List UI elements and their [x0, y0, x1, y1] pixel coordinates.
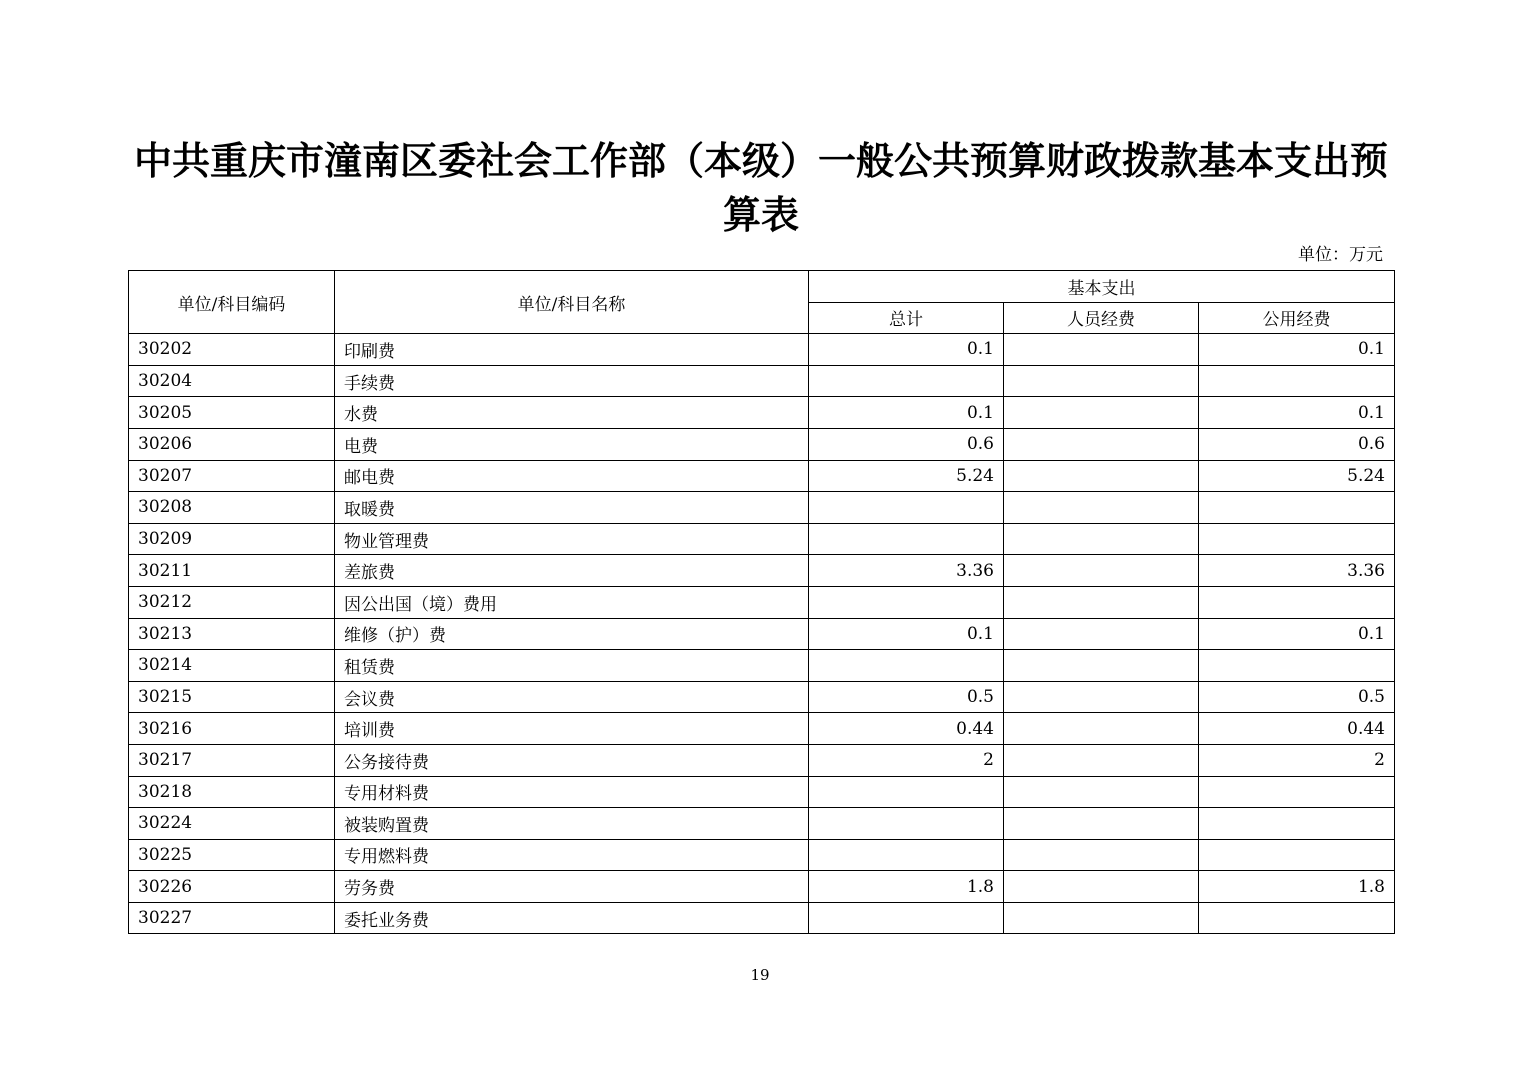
row-total-cell: 3.36 — [809, 555, 1004, 587]
row-total-cell — [809, 492, 1004, 524]
row-public-cell — [1199, 365, 1395, 397]
row-personnel-cell — [1004, 650, 1199, 682]
row-personnel-cell — [1004, 871, 1199, 903]
table-row — [129, 555, 1395, 587]
row-total-cell — [809, 650, 1004, 682]
row-name-cell: 手续费 — [335, 365, 809, 397]
row-personnel-cell — [1004, 808, 1199, 840]
row-personnel-cell — [1004, 428, 1199, 460]
row-total-cell: 0.1 — [809, 397, 1004, 429]
table-row — [129, 428, 1395, 460]
row-code-cell: 30202 — [129, 334, 335, 366]
row-name-cell: 培训费 — [335, 713, 809, 745]
row-code-cell: 30218 — [129, 776, 335, 808]
row-personnel-cell — [1004, 776, 1199, 808]
row-total-cell — [809, 586, 1004, 618]
row-code-cell: 30205 — [129, 397, 335, 429]
row-personnel-cell — [1004, 555, 1199, 587]
row-name-cell: 取暖费 — [335, 492, 809, 524]
table-row — [129, 334, 1395, 366]
row-public-cell: 1.8 — [1199, 871, 1395, 903]
row-code-cell: 30204 — [129, 365, 335, 397]
row-code-cell: 30212 — [129, 586, 335, 618]
row-code-cell: 30227 — [129, 902, 335, 934]
table-row — [129, 902, 1395, 934]
row-total-cell: 5.24 — [809, 460, 1004, 492]
unit-label: 单位：万元 — [1298, 245, 1383, 265]
table-row — [129, 397, 1395, 429]
table-row — [129, 808, 1395, 840]
row-name-cell: 委托业务费 — [335, 902, 809, 934]
row-code-cell: 30213 — [129, 618, 335, 650]
page-number: 19 — [750, 966, 770, 984]
row-public-cell: 5.24 — [1199, 460, 1395, 492]
row-personnel-cell — [1004, 618, 1199, 650]
budget-table — [128, 270, 1395, 934]
row-code-cell: 30206 — [129, 428, 335, 460]
row-code-cell: 30207 — [129, 460, 335, 492]
row-public-cell: 0.6 — [1199, 428, 1395, 460]
header-code: 单位/科目编码 — [129, 271, 335, 334]
row-code-cell: 30214 — [129, 650, 335, 682]
row-total-cell — [809, 523, 1004, 555]
table-row — [129, 492, 1395, 524]
row-name-cell: 劳务费 — [335, 871, 809, 903]
row-total-cell: 0.6 — [809, 428, 1004, 460]
row-total-cell: 2 — [809, 744, 1004, 776]
table-row — [129, 523, 1395, 555]
row-code-cell: 30226 — [129, 871, 335, 903]
row-personnel-cell — [1004, 397, 1199, 429]
row-public-cell — [1199, 808, 1395, 840]
table-row — [129, 744, 1395, 776]
row-personnel-cell — [1004, 902, 1199, 934]
table-row — [129, 618, 1395, 650]
table-row — [129, 365, 1395, 397]
row-personnel-cell — [1004, 365, 1199, 397]
row-total-cell: 0.1 — [809, 618, 1004, 650]
row-total-cell: 1.8 — [809, 871, 1004, 903]
row-total-cell — [809, 776, 1004, 808]
row-public-cell — [1199, 650, 1395, 682]
row-code-cell: 30224 — [129, 808, 335, 840]
row-personnel-cell — [1004, 492, 1199, 524]
row-personnel-cell — [1004, 586, 1199, 618]
row-name-cell: 印刷费 — [335, 334, 809, 366]
row-code-cell: 30208 — [129, 492, 335, 524]
row-public-cell — [1199, 839, 1395, 871]
row-code-cell: 30225 — [129, 839, 335, 871]
row-personnel-cell — [1004, 334, 1199, 366]
row-public-cell: 0.5 — [1199, 681, 1395, 713]
header-public: 公用经费 — [1199, 302, 1395, 334]
row-name-cell: 公务接待费 — [335, 744, 809, 776]
row-name-cell: 电费 — [335, 428, 809, 460]
row-code-cell: 30209 — [129, 523, 335, 555]
row-total-cell — [809, 902, 1004, 934]
row-total-cell — [809, 808, 1004, 840]
row-code-cell: 30215 — [129, 681, 335, 713]
row-name-cell: 维修（护）费 — [335, 618, 809, 650]
page-title: 中共重庆市潼南区委社会工作部（本级）一般公共预算财政拨款基本支出预算表 — [133, 138, 1388, 237]
row-personnel-cell — [1004, 460, 1199, 492]
row-total-cell — [809, 839, 1004, 871]
row-public-cell — [1199, 492, 1395, 524]
row-total-cell — [809, 365, 1004, 397]
table-row — [129, 650, 1395, 682]
table-row — [129, 586, 1395, 618]
row-public-cell: 2 — [1199, 744, 1395, 776]
row-total-cell: 0.5 — [809, 681, 1004, 713]
table-row — [129, 681, 1395, 713]
header-personnel: 人员经费 — [1004, 302, 1199, 334]
row-personnel-cell — [1004, 523, 1199, 555]
row-total-cell: 0.1 — [809, 334, 1004, 366]
row-personnel-cell — [1004, 839, 1199, 871]
row-code-cell: 30217 — [129, 744, 335, 776]
header-total: 总计 — [809, 302, 1004, 334]
row-name-cell: 物业管理费 — [335, 523, 809, 555]
row-public-cell — [1199, 902, 1395, 934]
row-code-cell: 30216 — [129, 713, 335, 745]
row-name-cell: 被装购置费 — [335, 808, 809, 840]
table-row — [129, 839, 1395, 871]
row-code-cell: 30211 — [129, 555, 335, 587]
row-public-cell: 0.1 — [1199, 334, 1395, 366]
table-body — [129, 334, 1395, 934]
row-name-cell: 专用材料费 — [335, 776, 809, 808]
row-public-cell — [1199, 523, 1395, 555]
row-public-cell: 3.36 — [1199, 555, 1395, 587]
row-public-cell: 0.1 — [1199, 618, 1395, 650]
row-public-cell — [1199, 776, 1395, 808]
table-row — [129, 713, 1395, 745]
row-name-cell: 水费 — [335, 397, 809, 429]
table-row — [129, 871, 1395, 903]
table-row — [129, 460, 1395, 492]
header-row-1 — [129, 271, 1395, 303]
table-row — [129, 776, 1395, 808]
row-total-cell: 0.44 — [809, 713, 1004, 745]
row-name-cell: 租赁费 — [335, 650, 809, 682]
header-basic-expenditure: 基本支出 — [809, 271, 1395, 303]
row-personnel-cell — [1004, 681, 1199, 713]
row-public-cell: 0.44 — [1199, 713, 1395, 745]
row-personnel-cell — [1004, 744, 1199, 776]
row-public-cell — [1199, 586, 1395, 618]
row-name-cell: 差旅费 — [335, 555, 809, 587]
row-personnel-cell — [1004, 713, 1199, 745]
row-name-cell: 会议费 — [335, 681, 809, 713]
row-name-cell: 专用燃料费 — [335, 839, 809, 871]
row-public-cell: 0.1 — [1199, 397, 1395, 429]
row-name-cell: 邮电费 — [335, 460, 809, 492]
row-name-cell: 因公出国（境）费用 — [335, 586, 809, 618]
header-name: 单位/科目名称 — [335, 271, 809, 334]
